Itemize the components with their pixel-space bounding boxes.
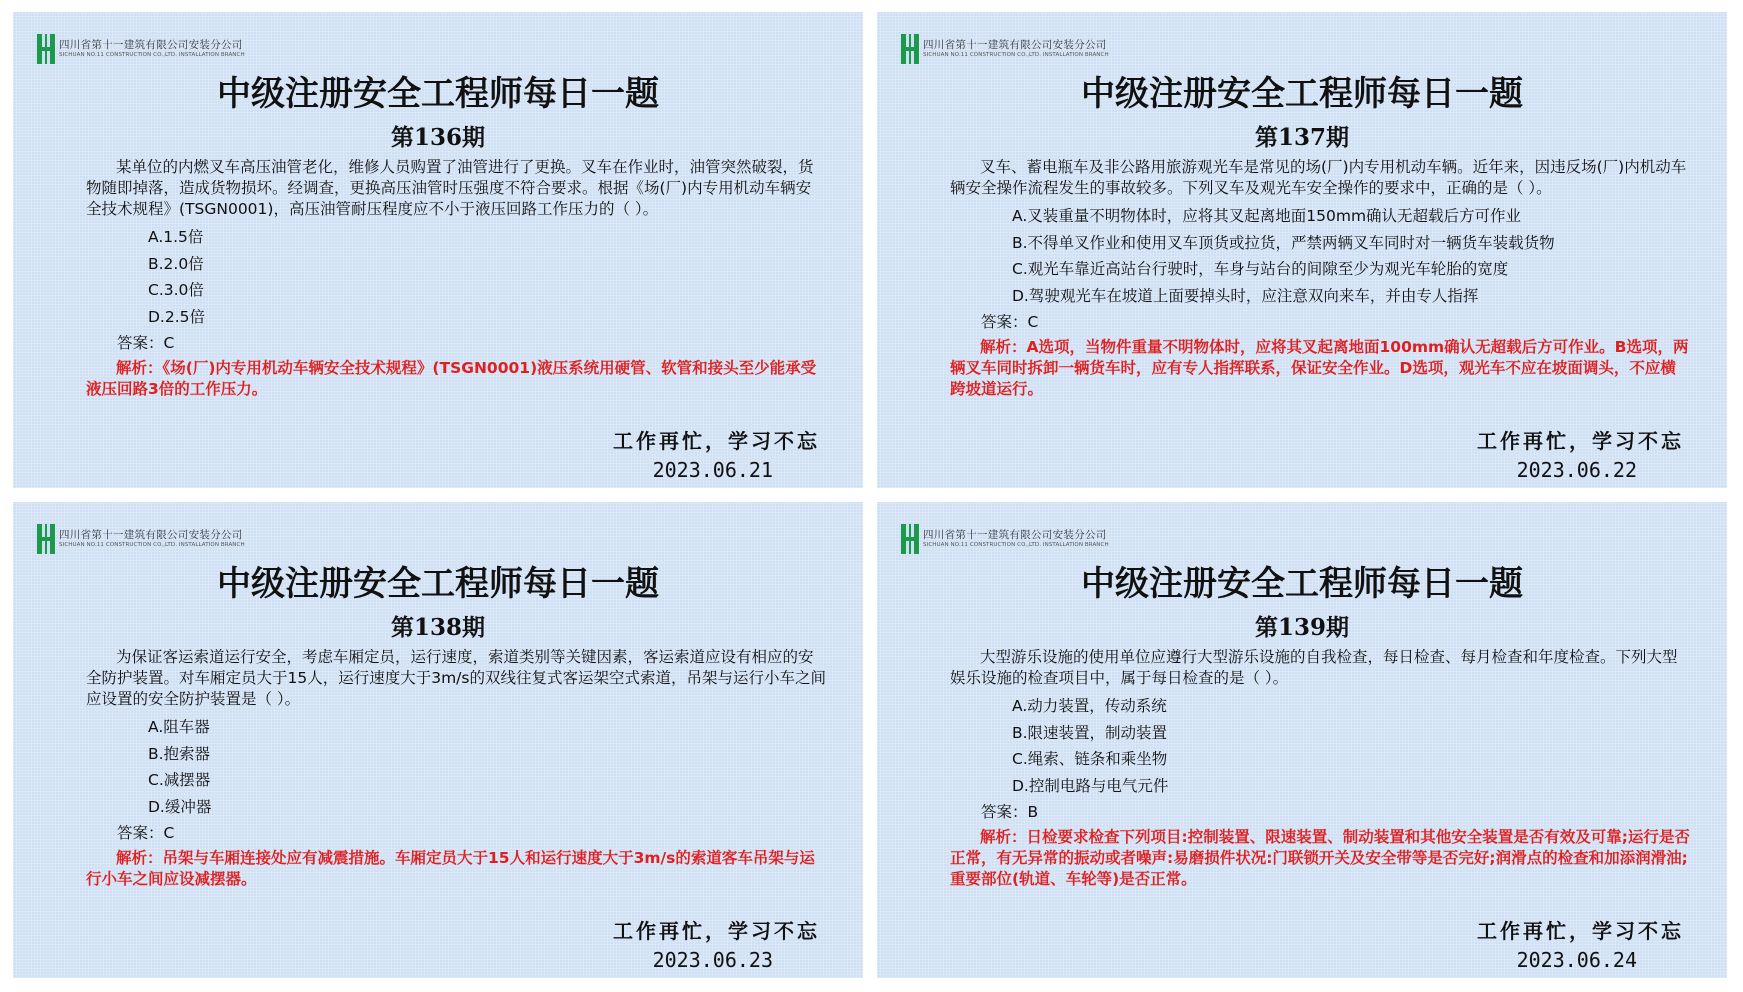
- motto-text: 工作再忙，学习不忘: [1477, 429, 1684, 453]
- question-body: [950, 647, 1690, 890]
- card-title: 中级注册安全工程师每日一题: [1081, 564, 1523, 604]
- analysis-text: 解析：吊架与车厢连接处应有减震措施。车厢定员大于15人和运行速度大于3m/s的索道客车吊架与运行小车之间应设减摆器。: [86, 849, 815, 888]
- option-item: C.观光车靠近高站台行驶时，车身与站台的间隙至少为观光车轮胎的宽度: [1012, 260, 1509, 278]
- date-text: 2023.06.23: [652, 948, 773, 972]
- company-logo-icon: [901, 34, 919, 64]
- question-text: 某单位的内燃叉车高压油管老化，维修人员购置了油管进行了更换。叉车在作业时，油管突然破裂，货物随即掉落，造成货物损坏。经调查，更换高压油管时压强度不符合要求。根据《场(厂)内专用机动车辆安全技术规程》(TSGN0001)，高压油管耐压程度应不小于液压回路工作压力的（ ）。: [86, 158, 814, 218]
- card-title: 中级注册安全工程师每日一题: [217, 564, 659, 604]
- company-name-en: SICHUAN NO.11 CONSTRUCTION CO.,LTD. INSTALLATION BRANCH: [59, 541, 245, 548]
- option-item: A.叉装重量不明物体时，应将其叉起离地面150mm确认无超载后方可作业: [1012, 207, 1522, 225]
- quiz-card: [877, 502, 1727, 978]
- company-name-cn: 四川省第十一建筑有限公司安装分公司: [923, 529, 1107, 541]
- analysis-text: 解析：A选项，当物件重量不明物体时，应将其叉起离地面100mm确认无超载后方可作业。B选项，两辆叉车同时拆卸一辆货车时，应有专人指挥联系，保证安全作业。D选项，观光车不应在坡面调头，不应横跨坡道运行。: [950, 338, 1689, 398]
- option-list: [1012, 203, 1690, 309]
- company-logo: [901, 34, 1109, 64]
- company-name-cn: 四川省第十一建筑有限公司安装分公司: [923, 39, 1107, 51]
- company-name-cn: 四川省第十一建筑有限公司安装分公司: [59, 39, 243, 51]
- question-body: [950, 157, 1690, 400]
- quiz-card: [877, 12, 1727, 488]
- motto-text: 工作再忙，学习不忘: [1477, 919, 1684, 943]
- option-item: D.控制电路与电气元件: [1012, 776, 1169, 795]
- option-item: A.阻车器: [148, 718, 210, 736]
- option-item: B.2.0倍: [148, 254, 204, 273]
- motto-text: 工作再忙，学习不忘: [613, 429, 820, 453]
- option-item: B.抱索器: [148, 744, 211, 763]
- option-item: B.不得单叉作业和使用叉车顶货或拉货，严禁两辆叉车同时对一辆货车装载货物: [1012, 233, 1555, 252]
- company-logo-icon: [901, 524, 919, 554]
- answer-text: 答案：C: [117, 334, 175, 352]
- date-text: 2023.06.22: [1516, 458, 1637, 482]
- option-item: B.限速装置，制动装置: [1012, 723, 1168, 742]
- answer-text: 答案：B: [981, 803, 1039, 821]
- option-item: A.1.5倍: [148, 228, 204, 246]
- quiz-card: [13, 12, 863, 488]
- option-item: C.3.0倍: [148, 281, 204, 299]
- card-title: 中级注册安全工程师每日一题: [217, 74, 659, 114]
- option-item: D.驾驶观光车在坡道上面要掉头时，应注意双向来车，并由专人指挥: [1012, 286, 1479, 305]
- answer-text: 答案：C: [981, 313, 1039, 331]
- option-item: D.2.5倍: [148, 307, 206, 326]
- date-text: 2023.06.24: [1516, 948, 1637, 972]
- issue-number: 第136期: [390, 124, 485, 151]
- company-logo: [901, 524, 1109, 554]
- card-title: 中级注册安全工程师每日一题: [1081, 74, 1523, 114]
- answer-text: 答案：C: [117, 824, 175, 842]
- question-body: [86, 157, 826, 400]
- option-item: D.缓冲器: [148, 797, 212, 816]
- analysis-text: 解析：日检要求检查下列项目:控制装置、限速装置、制动装置和其他安全装置是否有效及可靠;运行是否正常，有无异常的振动或者噪声:易磨损件状况:门联锁开关及安全带等是否完好;润滑点的检查和加添润滑油;重要部位(轨道、车轮等)是否正常。: [950, 828, 1690, 888]
- option-item: C.绳索、链条和乘坐物: [1012, 750, 1168, 768]
- motto-text: 工作再忙，学习不忘: [613, 919, 820, 943]
- company-logo: [37, 34, 245, 64]
- issue-number: 第137期: [1254, 124, 1349, 151]
- company-logo-icon: [37, 524, 55, 554]
- option-item: C.减摆器: [148, 771, 211, 789]
- issue-number: 第139期: [1254, 614, 1349, 641]
- company-logo-icon: [37, 34, 55, 64]
- company-name-en: SICHUAN NO.11 CONSTRUCTION CO.,LTD. INSTALLATION BRANCH: [923, 51, 1109, 58]
- question-text: 叉车、蓄电瓶车及非公路用旅游观光车是常见的场(厂)内专用机动车辆。近年来，因违反场(厂)内机动车辆安全操作流程发生的事故较多。下列叉车及观光车安全操作的要求中，正确的是（ ）。: [950, 158, 1687, 197]
- analysis-text: 解析：《场(厂)内专用机动车辆安全技术规程》(TSGN0001)液压系统用硬管、软管和接头至少能承受液压回路3倍的工作压力。: [86, 359, 817, 398]
- option-item: A.动力装置，传动系统: [1012, 697, 1167, 715]
- question-body: [86, 647, 826, 890]
- question-text: 大型游乐设施的使用单位应遵行大型游乐设施的自我检查，每日检查、每月检查和年度检查。下列大型娱乐设施的检查项目中，属于每日检查的是（ ）。: [950, 648, 1678, 687]
- option-list: [148, 224, 826, 330]
- option-list: [148, 714, 826, 820]
- company-name-en: SICHUAN NO.11 CONSTRUCTION CO.,LTD. INSTALLATION BRANCH: [923, 541, 1109, 548]
- issue-number: 第138期: [390, 614, 485, 641]
- company-logo: [37, 524, 245, 554]
- company-name-cn: 四川省第十一建筑有限公司安装分公司: [59, 529, 243, 541]
- company-name-en: SICHUAN NO.11 CONSTRUCTION CO.,LTD. INSTALLATION BRANCH: [59, 51, 245, 58]
- date-text: 2023.06.21: [652, 458, 773, 482]
- quiz-card: [13, 502, 863, 978]
- question-text: 为保证客运索道运行安全，考虑车厢定员，运行速度，索道类别等关键因素，客运索道应设有相应的安全防护装置。对车厢定员大于15人，运行速度大于3m/s的双线往复式客运架空式索道，吊架与运行小车之间应设置的安全防护装置是（ ）。: [86, 648, 826, 708]
- option-list: [1012, 693, 1690, 799]
